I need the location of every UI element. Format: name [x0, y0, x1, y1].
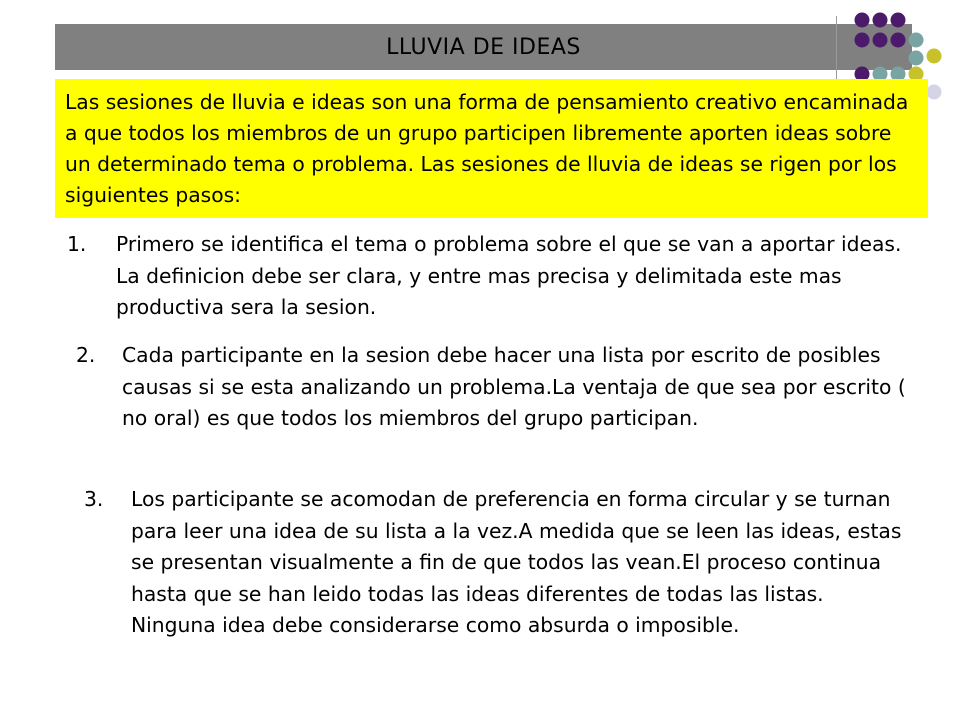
step-number: 3.	[84, 487, 104, 511]
decorative-dot	[927, 49, 942, 64]
step-text: Los participante se acomodan de preferencia en forma circular y se turnan para leer una idea de su lista a la vez.A medida que se leen las ideas, estas se presentan visualmente a fin de que todos las vean.El proceso continua hasta que se han leido todas las ideas diferentes de todas las listas. Ninguna idea debe considerarse como absurda o imposible.	[131, 487, 902, 637]
intro-paragraph: Las sesiones de lluvia e ideas son una forma de pensamiento creativo encaminada a que todos los miembros de un grupo participen libremente aporten ideas sobre un determinado tema o problema. Las sesiones de lluvia de ideas se rigen por los siguientes pasos:	[65, 90, 909, 207]
step-text: Cada participante en la sesion debe hacer una lista por escrito de posibles causas si se esta analizando un problema.La ventaja de que sea por escrito ( no oral) es que todos los miembros del grupo participan.	[122, 343, 906, 430]
step-number: 1.	[67, 232, 87, 256]
intro-highlight-box	[55, 79, 928, 218]
step-text: Primero se identifica el tema o problema sobre el que se van a aportar ideas. La definicion debe ser clara, y entre mas precisa y delimitada este mas productiva sera la sesion.	[116, 232, 902, 319]
step-number: 2.	[76, 343, 96, 367]
decorative-dot	[927, 85, 942, 100]
slide-title: LLUVIA DE IDEAS	[386, 34, 581, 60]
decorative-divider-line	[836, 16, 837, 88]
slide-title-bar	[55, 24, 912, 70]
